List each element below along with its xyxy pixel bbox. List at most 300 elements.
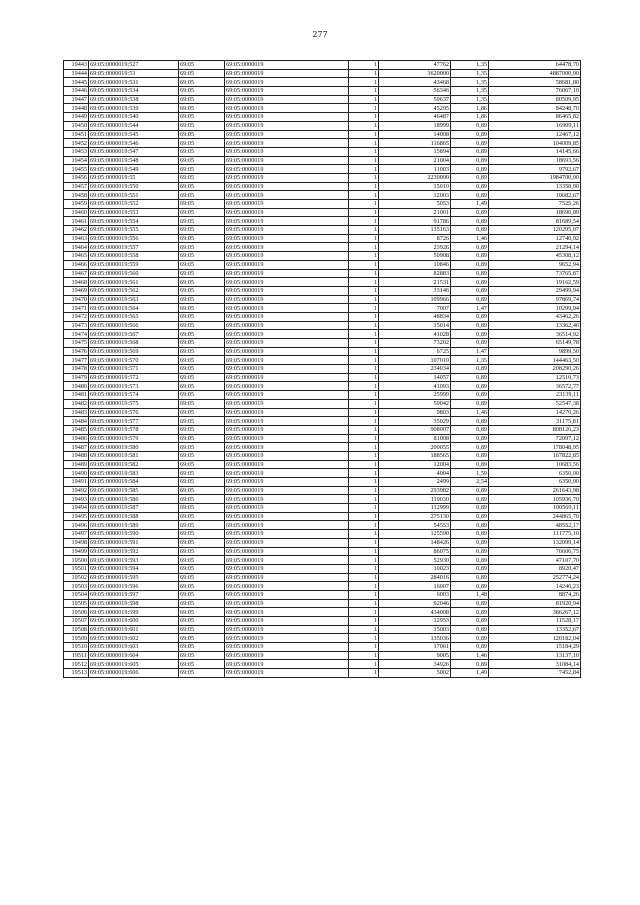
row-number-cell: 19470 <box>64 295 89 304</box>
row-number-cell: 19457 <box>64 182 89 191</box>
row-number-cell: 19466 <box>64 260 89 269</box>
table-row <box>64 165 581 174</box>
cadastral-number-cell: 69:05:0000019:571 <box>89 365 179 374</box>
cadastral-number-cell: 69:05:0000019:557 <box>89 243 179 252</box>
area-cell: 119030 <box>379 495 451 504</box>
table-row <box>64 564 581 573</box>
district-code-cell: 69:05 <box>179 69 225 78</box>
value-cell: 10299,94 <box>489 304 581 313</box>
count-cell: 1 <box>349 69 379 78</box>
row-number-cell: 19494 <box>64 504 89 513</box>
count-cell: 1 <box>349 651 379 660</box>
table-row <box>64 226 581 235</box>
area-cell: 234034 <box>379 365 451 374</box>
value-cell: 15184,29 <box>489 643 581 652</box>
cadastral-number-cell: 69:05:0000019:55 <box>89 173 179 182</box>
cadastral-number-cell: 69:05:0000019:594 <box>89 564 179 573</box>
table-row <box>64 95 581 104</box>
value-cell: 120182,04 <box>489 634 581 643</box>
row-number-cell: 19447 <box>64 95 89 104</box>
count-cell: 1 <box>349 61 379 70</box>
district-code-cell: 69:05 <box>179 356 225 365</box>
district-code-cell: 69:05 <box>179 182 225 191</box>
cadastral-number-cell: 69:05:0000019:545 <box>89 130 179 139</box>
cadastral-number-cell: 69:05:0000019:564 <box>89 304 179 313</box>
table-row <box>64 121 581 130</box>
table-row <box>64 660 581 669</box>
table-row <box>64 556 581 565</box>
table-row <box>64 417 581 426</box>
value-cell: 21294,14 <box>489 243 581 252</box>
rate-cell: 0,89 <box>451 391 489 400</box>
quarter-number-cell: 69:05:0000019 <box>225 121 349 130</box>
count-cell: 1 <box>349 564 379 573</box>
rate-cell: 0,89 <box>451 643 489 652</box>
district-code-cell: 69:05 <box>179 208 225 217</box>
count-cell: 1 <box>349 608 379 617</box>
quarter-number-cell: 69:05:0000019 <box>225 69 349 78</box>
rate-cell: 0,89 <box>451 599 489 608</box>
row-number-cell: 19510 <box>64 643 89 652</box>
row-number-cell: 19502 <box>64 573 89 582</box>
district-code-cell: 69:05 <box>179 495 225 504</box>
rate-cell: 0,89 <box>451 147 489 156</box>
count-cell: 1 <box>349 217 379 226</box>
district-code-cell: 69:05 <box>179 391 225 400</box>
district-code-cell: 69:05 <box>179 486 225 495</box>
value-cell: 73765,87 <box>489 269 581 278</box>
district-code-cell: 69:05 <box>179 382 225 391</box>
value-cell: 10682,67 <box>489 191 581 200</box>
count-cell: 1 <box>349 373 379 382</box>
cadastral-number-cell: 69:05:0000019:559 <box>89 260 179 269</box>
table-row <box>64 365 581 374</box>
quarter-number-cell: 69:05:0000019 <box>225 504 349 513</box>
table-row <box>64 504 581 513</box>
row-number-cell: 19464 <box>64 243 89 252</box>
table-body <box>64 61 581 678</box>
rate-cell: 0,89 <box>451 286 489 295</box>
count-cell: 1 <box>349 547 379 556</box>
row-number-cell: 19443 <box>64 61 89 70</box>
area-cell: 15010 <box>379 182 451 191</box>
table-row <box>64 113 581 122</box>
rate-cell: 0,89 <box>451 625 489 634</box>
row-number-cell: 19465 <box>64 252 89 261</box>
area-cell: 21004 <box>379 156 451 165</box>
rate-cell: 0,89 <box>451 365 489 374</box>
table-row <box>64 295 581 304</box>
rate-cell: 1,59 <box>451 469 489 478</box>
rate-cell: 1,35 <box>451 69 489 78</box>
district-code-cell: 69:05 <box>179 173 225 182</box>
district-code-cell: 69:05 <box>179 147 225 156</box>
table-row <box>64 469 581 478</box>
area-cell: 5002 <box>379 669 451 678</box>
table-row <box>64 643 581 652</box>
quarter-number-cell: 69:05:0000019 <box>225 669 349 678</box>
quarter-number-cell: 69:05:0000019 <box>225 417 349 426</box>
rate-cell: 1,47 <box>451 304 489 313</box>
count-cell: 1 <box>349 173 379 182</box>
value-cell: 11528,17 <box>489 617 581 626</box>
district-code-cell: 69:05 <box>179 417 225 426</box>
cadastral-number-cell: 69:05:0000019:575 <box>89 399 179 408</box>
area-cell: 5053 <box>379 200 451 209</box>
row-number-cell: 19496 <box>64 521 89 530</box>
district-code-cell: 69:05 <box>179 243 225 252</box>
quarter-number-cell: 69:05:0000019 <box>225 643 349 652</box>
cadastral-number-cell: 69:05:0000019:587 <box>89 504 179 513</box>
quarter-number-cell: 69:05:0000019 <box>225 260 349 269</box>
table-row <box>64 625 581 634</box>
table-row <box>64 286 581 295</box>
value-cell: 132099,14 <box>489 538 581 547</box>
table-row <box>64 156 581 165</box>
rate-cell: 1,35 <box>451 61 489 70</box>
value-cell: 31175,81 <box>489 417 581 426</box>
count-cell: 1 <box>349 451 379 460</box>
quarter-number-cell: 69:05:0000019 <box>225 234 349 243</box>
cadastral-number-cell: 69:05:0000019:547 <box>89 147 179 156</box>
district-code-cell: 69:05 <box>179 226 225 235</box>
row-number-cell: 19444 <box>64 69 89 78</box>
cadastral-number-cell: 69:05:0000019:552 <box>89 200 179 209</box>
count-cell: 1 <box>349 408 379 417</box>
rate-cell: 1,47 <box>451 347 489 356</box>
value-cell: 86465,82 <box>489 113 581 122</box>
area-cell: 41028 <box>379 330 451 339</box>
count-cell: 1 <box>349 512 379 521</box>
district-code-cell: 69:05 <box>179 87 225 96</box>
district-code-cell: 69:05 <box>179 556 225 565</box>
row-number-cell: 19454 <box>64 156 89 165</box>
area-cell: 25999 <box>379 391 451 400</box>
cadastral-number-cell: 69:05:0000019:565 <box>89 312 179 321</box>
area-cell: 23926 <box>379 243 451 252</box>
cadastral-number-cell: 69:05:0000019:556 <box>89 234 179 243</box>
row-number-cell: 19467 <box>64 269 89 278</box>
quarter-number-cell: 69:05:0000019 <box>225 165 349 174</box>
quarter-number-cell: 69:05:0000019 <box>225 347 349 356</box>
rate-cell: 1,35 <box>451 95 489 104</box>
area-cell: 54553 <box>379 521 451 530</box>
area-cell: 18999 <box>379 121 451 130</box>
district-code-cell: 69:05 <box>179 95 225 104</box>
table-row <box>64 312 581 321</box>
cadastral-number-cell: 69:05:0000019:573 <box>89 382 179 391</box>
area-cell: 4004 <box>379 469 451 478</box>
row-number-cell: 19459 <box>64 200 89 209</box>
rate-cell: 1,35 <box>451 87 489 96</box>
area-cell: 43468 <box>379 78 451 87</box>
quarter-number-cell: 69:05:0000019 <box>225 443 349 452</box>
table-row <box>64 391 581 400</box>
rate-cell: 0,89 <box>451 208 489 217</box>
count-cell: 1 <box>349 625 379 634</box>
table-row <box>64 408 581 417</box>
district-code-cell: 69:05 <box>179 538 225 547</box>
rate-cell: 1,49 <box>451 669 489 678</box>
district-code-cell: 69:05 <box>179 61 225 70</box>
rate-cell: 0,89 <box>451 252 489 261</box>
district-code-cell: 69:05 <box>179 278 225 287</box>
quarter-number-cell: 69:05:0000019 <box>225 182 349 191</box>
area-cell: 3620000 <box>379 69 451 78</box>
rate-cell: 0,89 <box>451 165 489 174</box>
rate-cell: 0,89 <box>451 538 489 547</box>
value-cell: 178048,95 <box>489 443 581 452</box>
quarter-number-cell: 69:05:0000019 <box>225 217 349 226</box>
area-cell: 112999 <box>379 504 451 513</box>
cadastral-number-cell: 69:05:0000019:586 <box>89 495 179 504</box>
row-number-cell: 19487 <box>64 443 89 452</box>
value-cell: 97869,74 <box>489 295 581 304</box>
value-cell: 4887000,00 <box>489 69 581 78</box>
count-cell: 1 <box>349 147 379 156</box>
count-cell: 1 <box>349 356 379 365</box>
quarter-number-cell: 69:05:0000019 <box>225 391 349 400</box>
count-cell: 1 <box>349 417 379 426</box>
row-number-cell: 19508 <box>64 625 89 634</box>
count-cell: 1 <box>349 104 379 113</box>
value-cell: 1984700,00 <box>489 173 581 182</box>
row-number-cell: 19513 <box>64 669 89 678</box>
table-row <box>64 590 581 599</box>
quarter-number-cell: 69:05:0000019 <box>225 191 349 200</box>
value-cell: 16909,11 <box>489 121 581 130</box>
district-code-cell: 69:05 <box>179 252 225 261</box>
cadastral-number-cell: 69:05:0000019:597 <box>89 590 179 599</box>
district-code-cell: 69:05 <box>179 347 225 356</box>
area-cell: 86075 <box>379 547 451 556</box>
rate-cell: 0,89 <box>451 269 489 278</box>
quarter-number-cell: 69:05:0000019 <box>225 599 349 608</box>
quarter-number-cell: 69:05:0000019 <box>225 243 349 252</box>
district-code-cell: 69:05 <box>179 156 225 165</box>
quarter-number-cell: 69:05:0000019 <box>225 573 349 582</box>
quarter-number-cell: 69:05:0000019 <box>225 104 349 113</box>
value-cell: 13362,46 <box>489 321 581 330</box>
area-cell: 284016 <box>379 573 451 582</box>
rate-cell: 0,89 <box>451 226 489 235</box>
row-number-cell: 19489 <box>64 460 89 469</box>
quarter-number-cell: 69:05:0000019 <box>225 425 349 434</box>
district-code-cell: 69:05 <box>179 521 225 530</box>
value-cell: 13352,67 <box>489 625 581 634</box>
value-cell: 72097,12 <box>489 434 581 443</box>
count-cell: 1 <box>349 425 379 434</box>
table-row <box>64 538 581 547</box>
cadastral-number-cell: 69:05:0000019:576 <box>89 408 179 417</box>
district-code-cell: 69:05 <box>179 260 225 269</box>
count-cell: 1 <box>349 330 379 339</box>
row-number-cell: 19471 <box>64 304 89 313</box>
area-cell: 125590 <box>379 530 451 539</box>
count-cell: 1 <box>349 156 379 165</box>
row-number-cell: 19452 <box>64 139 89 148</box>
cadastral-number-cell: 69:05:0000019:601 <box>89 625 179 634</box>
quarter-number-cell: 69:05:0000019 <box>225 608 349 617</box>
area-cell: 908007 <box>379 425 451 434</box>
district-code-cell: 69:05 <box>179 373 225 382</box>
value-cell: 386267,12 <box>489 608 581 617</box>
row-number-cell: 19462 <box>64 226 89 235</box>
area-cell: 91786 <box>379 217 451 226</box>
area-cell: 9005 <box>379 651 451 660</box>
cadastral-number-cell: 69:05:0000019:558 <box>89 252 179 261</box>
value-cell: 10683,56 <box>489 460 581 469</box>
quarter-number-cell: 69:05:0000019 <box>225 173 349 182</box>
quarter-number-cell: 69:05:0000019 <box>225 521 349 530</box>
value-cell: 8874,26 <box>489 590 581 599</box>
quarter-number-cell: 69:05:0000019 <box>225 208 349 217</box>
cadastral-number-cell: 69:05:0000019:560 <box>89 269 179 278</box>
table-row <box>64 608 581 617</box>
row-number-cell: 19493 <box>64 495 89 504</box>
cadastral-number-cell: 69:05:0000019:603 <box>89 643 179 652</box>
value-cell: 9652,94 <box>489 260 581 269</box>
area-cell: 6003 <box>379 590 451 599</box>
quarter-number-cell: 69:05:0000019 <box>225 617 349 626</box>
row-number-cell: 19446 <box>64 87 89 96</box>
district-code-cell: 69:05 <box>179 512 225 521</box>
table-row <box>64 269 581 278</box>
count-cell: 1 <box>349 278 379 287</box>
cadastral-number-cell: 69:05:0000019:590 <box>89 530 179 539</box>
value-cell: 6350,00 <box>489 469 581 478</box>
value-cell: 6350,00 <box>489 478 581 487</box>
table-row <box>64 200 581 209</box>
count-cell: 1 <box>349 643 379 652</box>
area-cell: 59042 <box>379 399 451 408</box>
value-cell: 144463,50 <box>489 356 581 365</box>
count-cell: 1 <box>349 486 379 495</box>
cadastral-number-cell: 69:05:0000019:553 <box>89 208 179 217</box>
quarter-number-cell: 69:05:0000019 <box>225 130 349 139</box>
count-cell: 1 <box>349 234 379 243</box>
row-number-cell: 19482 <box>64 399 89 408</box>
count-cell: 1 <box>349 521 379 530</box>
quarter-number-cell: 69:05:0000019 <box>225 113 349 122</box>
value-cell: 105936,70 <box>489 495 581 504</box>
cadastral-number-cell: 69:05:0000019:531 <box>89 78 179 87</box>
area-cell: 48834 <box>379 312 451 321</box>
area-cell: 17061 <box>379 643 451 652</box>
count-cell: 1 <box>349 460 379 469</box>
quarter-number-cell: 69:05:0000019 <box>225 564 349 573</box>
count-cell: 1 <box>349 121 379 130</box>
area-cell: 15003 <box>379 625 451 634</box>
count-cell: 1 <box>349 478 379 487</box>
count-cell: 1 <box>349 434 379 443</box>
area-cell: 45295 <box>379 104 451 113</box>
cadastral-number-cell: 69:05:0000019:555 <box>89 226 179 235</box>
cadastral-number-cell: 69:05:0000019:578 <box>89 425 179 434</box>
quarter-number-cell: 69:05:0000019 <box>225 469 349 478</box>
table-row <box>64 651 581 660</box>
value-cell: 14270,26 <box>489 408 581 417</box>
rate-cell: 1,35 <box>451 78 489 87</box>
cadastral-number-cell: 69:05:0000019:584 <box>89 478 179 487</box>
district-code-cell: 69:05 <box>179 530 225 539</box>
quarter-number-cell: 69:05:0000019 <box>225 547 349 556</box>
row-number-cell: 19478 <box>64 365 89 374</box>
cadastral-number-cell: 69:05:0000019:582 <box>89 460 179 469</box>
value-cell: 64478,70 <box>489 61 581 70</box>
count-cell: 1 <box>349 95 379 104</box>
rate-cell: 0,89 <box>451 512 489 521</box>
rate-cell: 0,89 <box>451 417 489 426</box>
count-cell: 1 <box>349 556 379 565</box>
area-cell: 293982 <box>379 486 451 495</box>
table-row <box>64 530 581 539</box>
quarter-number-cell: 69:05:0000019 <box>225 356 349 365</box>
value-cell: 23139,11 <box>489 391 581 400</box>
value-cell: 45308,12 <box>489 252 581 261</box>
area-cell: 200055 <box>379 443 451 452</box>
cadastral-number-cell: 69:05:0000019:574 <box>89 391 179 400</box>
rate-cell: 0,89 <box>451 556 489 565</box>
area-cell: 135163 <box>379 226 451 235</box>
row-number-cell: 19448 <box>64 104 89 113</box>
area-cell: 81008 <box>379 434 451 443</box>
district-code-cell: 69:05 <box>179 295 225 304</box>
count-cell: 1 <box>349 321 379 330</box>
table-row <box>64 321 581 330</box>
district-code-cell: 69:05 <box>179 564 225 573</box>
rate-cell: 0,89 <box>451 243 489 252</box>
area-cell: 275130 <box>379 512 451 521</box>
value-cell: 76606,75 <box>489 547 581 556</box>
row-number-cell: 19450 <box>64 121 89 130</box>
area-cell: 15014 <box>379 321 451 330</box>
rate-cell: 0,89 <box>451 582 489 591</box>
value-cell: 81689,54 <box>489 217 581 226</box>
area-cell: 135036 <box>379 634 451 643</box>
row-number-cell: 19491 <box>64 478 89 487</box>
row-number-cell: 19472 <box>64 312 89 321</box>
rate-cell: 0,89 <box>451 451 489 460</box>
district-code-cell: 69:05 <box>179 625 225 634</box>
cadastral-number-cell: 69:05:0000019:585 <box>89 486 179 495</box>
area-cell: 109966 <box>379 295 451 304</box>
quarter-number-cell: 69:05:0000019 <box>225 634 349 643</box>
count-cell: 1 <box>349 538 379 547</box>
rate-cell: 1,35 <box>451 356 489 365</box>
rate-cell: 0,89 <box>451 530 489 539</box>
rate-cell: 0,89 <box>451 295 489 304</box>
quarter-number-cell: 69:05:0000019 <box>225 434 349 443</box>
cadastral-number-cell: 69:05:0000019:592 <box>89 547 179 556</box>
rate-cell: 1,48 <box>451 590 489 599</box>
table-row <box>64 278 581 287</box>
count-cell: 1 <box>349 634 379 643</box>
table-row <box>64 399 581 408</box>
area-cell: 7007 <box>379 304 451 313</box>
value-cell: 80509,95 <box>489 95 581 104</box>
value-cell: 36572,77 <box>489 382 581 391</box>
value-cell: 261643,98 <box>489 486 581 495</box>
district-code-cell: 69:05 <box>179 139 225 148</box>
cadastral-number-cell: 69:05:0000019:580 <box>89 443 179 452</box>
district-code-cell: 69:05 <box>179 617 225 626</box>
rate-cell: 0,89 <box>451 608 489 617</box>
district-code-cell: 69:05 <box>179 130 225 139</box>
area-cell: 10846 <box>379 260 451 269</box>
cadastral-number-cell: 69:05:0000019:544 <box>89 121 179 130</box>
area-cell: 16007 <box>379 582 451 591</box>
